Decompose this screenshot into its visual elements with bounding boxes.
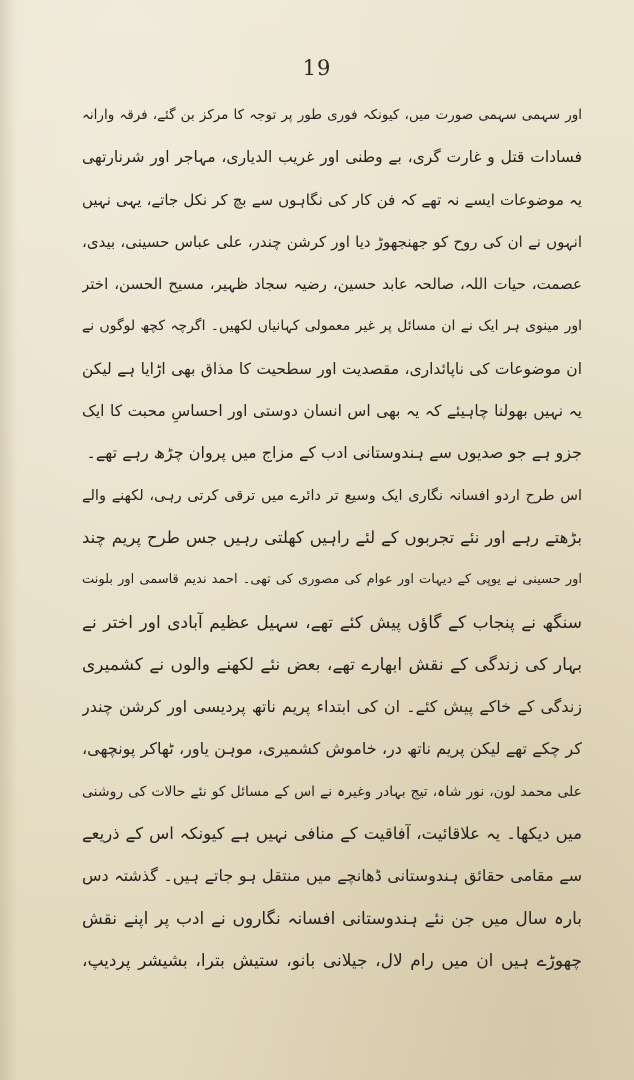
text-line: میں دیکھا۔ یہ علاقائیت، آفاقیت کے منافی نہیں ہے کیونکہ اس کے ذریعے — [82, 824, 582, 844]
text-line: انہوں نے ان کی روح کو جھنجھوڑ دیا اور کرشن چندر، علی عباس حسینی، بیدی، — [82, 232, 582, 251]
text-line: اس طرح اردو افسانہ نگاری ایک وسیع تر دائرے میں ترقی کرتی رہی، لکھنے والے — [82, 487, 582, 504]
text-line: چھوڑے ہیں ان میں رام لال، جیلانی بانو، ستیش بترا، بشیشر پردیپ، — [82, 950, 582, 971]
text-line: زندگی کے خاکے پیش کئے۔ ان کی ابتداء پریم ناتھ پردیسی اور کرشن چندر — [82, 697, 582, 717]
text-line: اور سہمی سہمی صورت میں، کیونکہ فوری طور پر توجہ کا مرکز بن گئے، فرقہ وارانہ — [82, 107, 582, 123]
body-text — [82, 94, 582, 982]
text-line: یہ موضوعات ایسے نہ تھے کہ فن کار کی نگاہوں سے بچ کر نکل جاتے، یہی نہیں — [82, 190, 582, 209]
text-line: جزو ہے جو صدیوں سے ہندوستانی ادب کے مزاج میں پروان چڑھ رہے تھے۔ — [86, 443, 582, 463]
text-line: علی محمد لون، نور شاہ، تیج بہادر وغیرہ نے اس کے مسائل کو نئے حالات کی روشنی — [82, 783, 582, 800]
text-line: اور مینوی ہر ایک نے ان مسائل پر غیر معمولی کہانیاں لکھیں۔ اگرچہ کچھ لوگوں نے — [82, 318, 582, 335]
text-line: فسادات قتل و غارت گری، بے وطنی اور غریب الدیاری، مہاجر اور شرنارتھی — [82, 148, 582, 167]
text-line: یہ نہیں بھولنا چاہیئے کہ یہ بھی اس انسان دوستی اور احساسِ محبت کا ایک — [82, 402, 582, 421]
page-edge-shadow — [0, 0, 18, 1080]
page-number: 19 — [302, 56, 332, 80]
text-line: سنگھ نے پنجاب کے گاؤں پیش کئے تھے، سہیل عظیم آبادی اور اختر نے — [82, 612, 582, 633]
text-line: عصمت، حیات اللہ، صالحہ عابد حسین، رضیہ سجاد ظہیر، مسیح الحسن، اختر — [82, 275, 582, 294]
text-line: بڑھتے رہے اور نئے تجربوں کے لئے راہیں کھلتی رہیں جس طرح پریم چند — [82, 527, 582, 547]
text-line: بارہ سال میں جن نئے ہندوستانی افسانہ نگاروں نے ادب پر اپنے نقش — [82, 908, 582, 929]
text-line: ان موضوعات کی ناپائداری، مقصدیت اور سطحیت کا مذاق بھی اڑایا ہے لیکن — [82, 359, 582, 378]
text-line: سے مقامی حقائق ہندوستانی ڈھانچے میں منتقل ہو جاتے ہیں۔ گذشتہ دس — [82, 866, 582, 886]
text-line: کر چکے تھے لیکن پریم ناتھ در، خاموش کشمیری، موہن یاور، ٹھاکر پونچھی، — [82, 739, 582, 759]
text-line: بہار کی زندگی کے نقش ابھارے تھے، بعض نئے لکھنے والوں نے کشمیری — [82, 654, 582, 675]
text-line: اور حسینی نے یوپی کے دیہات اور عوام کی مصوری کی تھی۔ احمد ندیم قاسمی اور بلونت — [82, 572, 582, 588]
